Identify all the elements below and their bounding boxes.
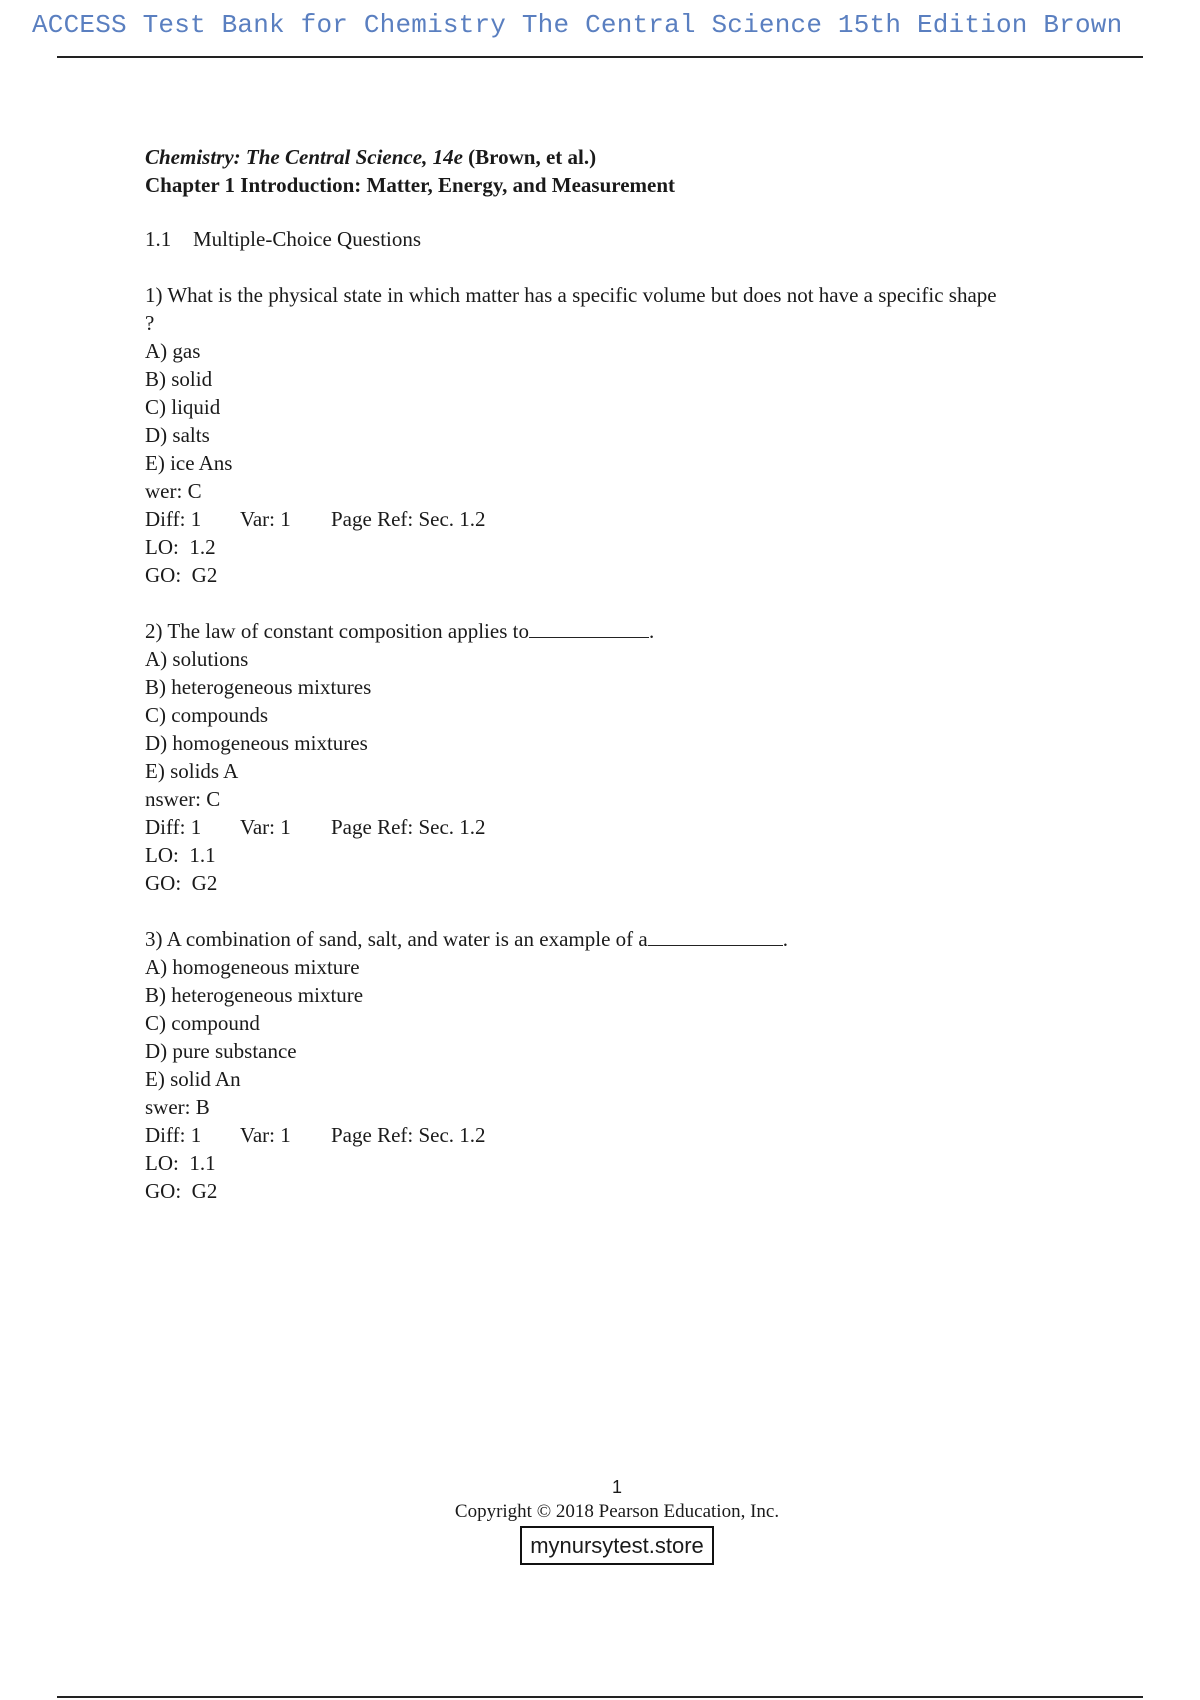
page-footer [0, 1474, 1200, 1565]
global-outcome: GO: G2 [145, 1179, 218, 1203]
option-a: A) gas [145, 339, 201, 363]
book-title [145, 143, 1085, 171]
page-reference: Page Ref: Sec. 1.2 [331, 815, 486, 839]
answer: nswer: C [145, 787, 221, 811]
option-b: B) heterogeneous mixtures [145, 675, 372, 699]
top-divider [57, 56, 1143, 58]
question-1 [145, 281, 1085, 589]
page-number: 1 [611, 1477, 622, 1497]
header-title: ACCESS Test Bank for Chemistry The Central Science 15th Edition Brown [32, 10, 1123, 40]
book-title-authors: (Brown, et al.) [462, 145, 597, 169]
global-outcome: GO: G2 [145, 871, 218, 895]
page-reference: Page Ref: Sec. 1.2 [331, 1123, 486, 1147]
difficulty: Diff: 1 [145, 1123, 202, 1147]
document-body [145, 143, 1085, 1205]
question-stem-end: ? [145, 311, 155, 335]
learning-objective: LO: 1.1 [145, 843, 216, 867]
bottom-divider [57, 1696, 1143, 1698]
difficulty: Diff: 1 [145, 507, 202, 531]
site-watermark-box: mynursytest.store [520, 1526, 714, 1565]
variation: Var: 1 [240, 815, 291, 839]
question-meta [145, 1121, 1085, 1149]
option-e: E) solids A [145, 759, 239, 783]
question-stem-end: . [782, 927, 788, 951]
book-title-italic: Chemistry: The Central Science, 14e [145, 145, 463, 169]
question-stem: 1) What is the physical state in which matter has a specific volume but does not have a specific shape [145, 283, 997, 307]
section-title [145, 225, 1085, 253]
option-a: A) homogeneous mixture [145, 955, 360, 979]
variation: Var: 1 [240, 507, 291, 531]
option-e: E) solid An [145, 1067, 241, 1091]
variation: Var: 1 [240, 1123, 291, 1147]
page-reference: Page Ref: Sec. 1.2 [331, 507, 486, 531]
answer: wer: C [145, 479, 202, 503]
question-stem [145, 617, 1085, 645]
question-stem-end: . [648, 619, 655, 643]
option-b: B) heterogeneous mixture [145, 983, 364, 1007]
question-stem [145, 925, 1085, 953]
question-2 [145, 617, 1085, 897]
option-c: C) compounds [145, 703, 269, 727]
option-d: D) salts [145, 423, 210, 447]
answer: swer: B [145, 1095, 210, 1119]
section-number: 1.1 [145, 227, 172, 251]
copyright-notice: Copyright © 2018 Pearson Education, Inc. [454, 1501, 780, 1522]
option-d: D) pure substance [145, 1039, 297, 1063]
question-meta [145, 505, 1085, 533]
option-c: C) compound [145, 1011, 260, 1035]
section-label: Multiple-Choice Questions [193, 227, 422, 251]
difficulty: Diff: 1 [145, 815, 202, 839]
option-b: B) solid [145, 367, 213, 391]
question-stem-text: 2) The law of constant composition applies to [145, 619, 529, 643]
chapter-title: Chapter 1 Introduction: Matter, Energy, and Measurement [145, 173, 676, 197]
question-3 [145, 925, 1085, 1205]
learning-objective: LO: 1.1 [145, 1151, 216, 1175]
option-a: A) solutions [145, 647, 249, 671]
global-outcome: GO: G2 [145, 563, 218, 587]
question-meta [145, 813, 1085, 841]
learning-objective: LO: 1.2 [145, 535, 216, 559]
option-d: D) homogeneous mixtures [145, 731, 368, 755]
answer-blank [529, 617, 649, 638]
question-stem-text: 3) A combination of sand, salt, and water is an example of a [145, 927, 648, 951]
answer-blank [648, 925, 783, 946]
option-e: E) ice Ans [145, 451, 233, 475]
option-c: C) liquid [145, 395, 221, 419]
